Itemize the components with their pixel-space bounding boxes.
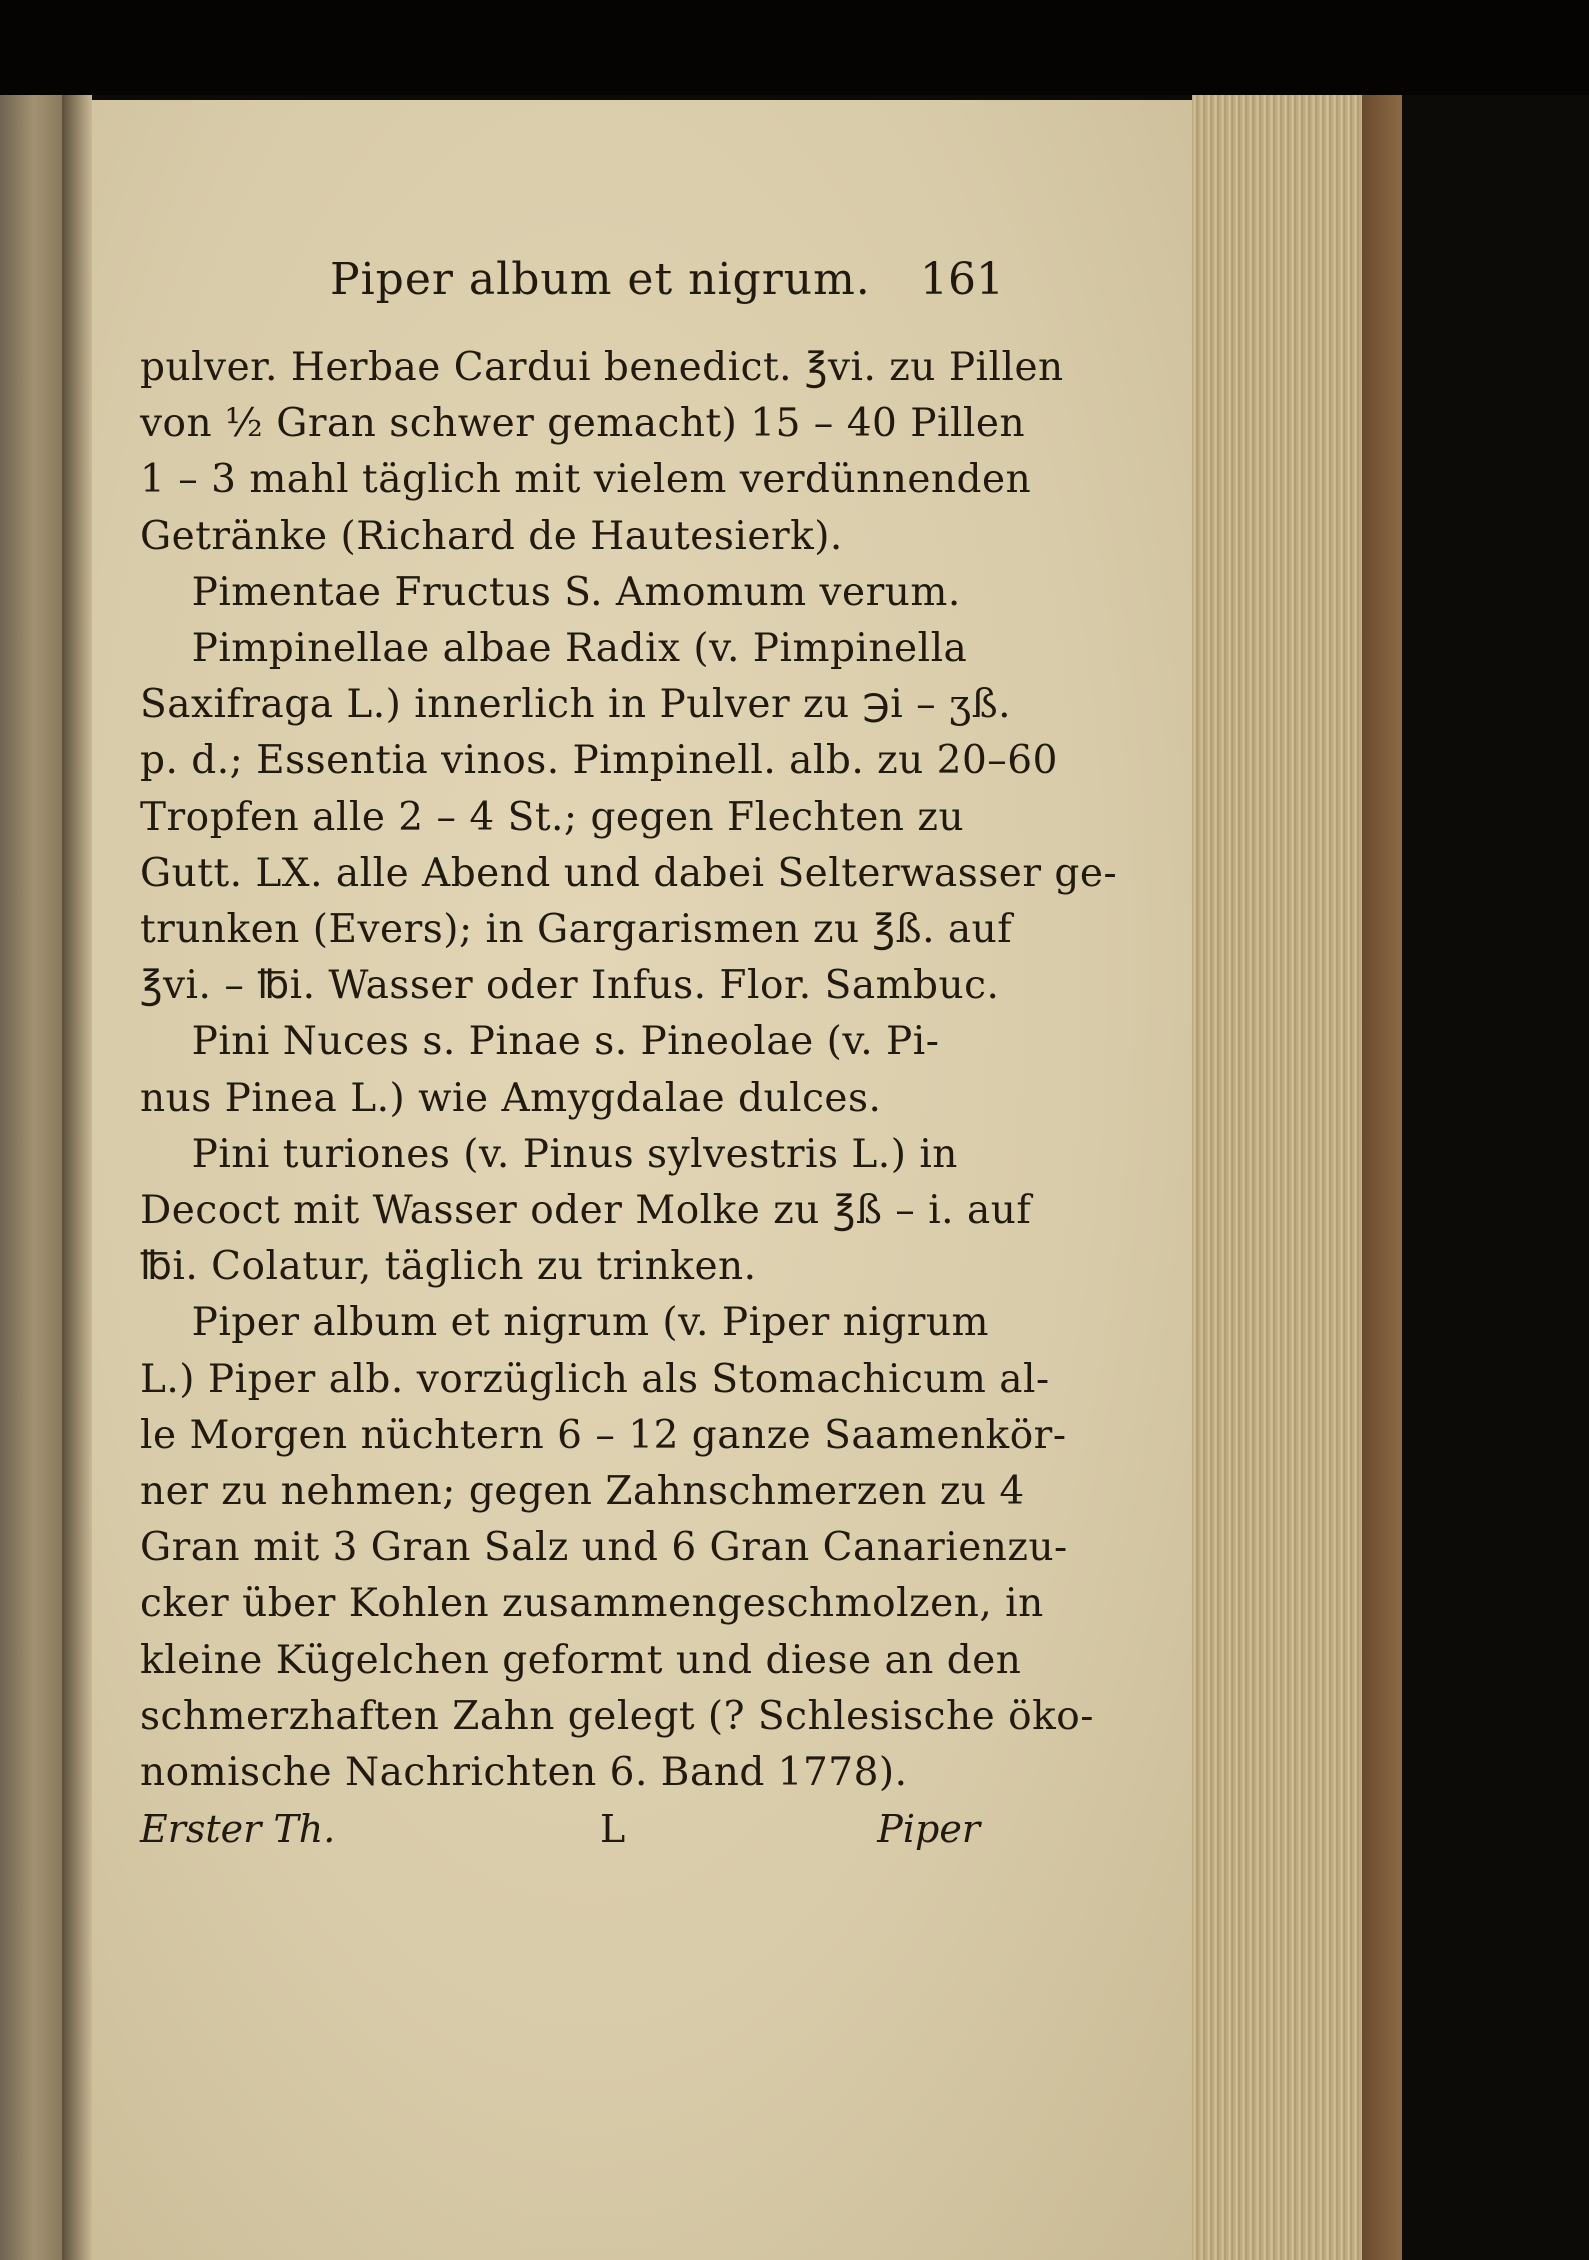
text-line: Pini Nuces s. Pinae s. Pineolae (v. Pi-: [140, 1019, 940, 1065]
text-line: von ½ Gran schwer gemacht) 15 – 40 Pillen: [140, 401, 1026, 447]
text-line: nus Pinea L.) wie Amygdalae dulces.: [140, 1075, 882, 1121]
catchline: [140, 1807, 990, 1863]
text-line: L.) Piper alb. vorzüglich als Stomachicum al-: [140, 1356, 1050, 1402]
page-edges-stack: [1192, 95, 1362, 2260]
text-line: le Morgen nüchtern 6 – 12 ganze Saamenkör-: [140, 1412, 1067, 1458]
text-line: Pimpinellae albae Radix (v. Pimpinella: [140, 626, 968, 671]
page-number: 161: [920, 254, 1004, 305]
text-line: Gutt. LX. alle Abend und dabei Selterwasser ge-: [140, 850, 1118, 896]
book-gutter: [62, 95, 92, 2260]
text-line: cker über Kohlen zusammengeschmolzen, in: [140, 1581, 1044, 1627]
signature-volume: Erster Th.: [140, 1807, 336, 1852]
text-line: ner zu nehmen; gegen Zahnschmerzen zu 4: [140, 1469, 1025, 1514]
running-head: [140, 234, 1004, 314]
running-head-title: Piper album et nigrum.: [330, 254, 871, 305]
text-line: Saxifraga L.) innerlich in Pulver zu ℈i – ʒß.: [140, 682, 1012, 728]
text-line: Pini turiones (v. Pinus sylvestris L.) in: [140, 1131, 958, 1177]
text-line: nomische Nachrichten 6. Band 1778).: [140, 1750, 908, 1795]
text-line: Gran mit 3 Gran Salz und 6 Gran Canarienzu-: [140, 1525, 1068, 1571]
text-line: ℔i. Colatur, täglich zu trinken.: [140, 1244, 757, 1290]
text-line: Piper album et nigrum (v. Piper nigrum: [140, 1300, 989, 1346]
text-line: kleine Kügelchen geformt und diese an den: [140, 1637, 1022, 1683]
text-line: schmerzhaften Zahn gelegt (? Schlesische öko-: [140, 1693, 1094, 1739]
text-line: pulver. Herbae Cardui benedict. ℥vi. zu Pillen: [140, 345, 1064, 390]
catchword: Piper: [877, 1807, 980, 1852]
text-line: p. d.; Essentia vinos. Pimpinell. alb. zu 20–60: [140, 738, 1058, 784]
text-line: 1 – 3 mahl täglich mit vielem verdünnenden: [140, 457, 1032, 503]
text-line: trunken (Evers); in Gargarismen zu ℥ß. auf: [140, 907, 1013, 952]
text-line: Decoct mit Wasser oder Molke zu ℥ß – i. auf: [140, 1188, 1032, 1233]
background-top: [0, 0, 1589, 95]
text-line: Tropfen alle 2 – 4 St.; gegen Flechten zu: [140, 794, 965, 840]
signature-mark: L: [600, 1807, 626, 1852]
facing-page-edge: [0, 95, 62, 2260]
text-line: ℥vi. – ℔i. Wasser oder Infus. Flor. Sambuc.: [140, 963, 1000, 1009]
text-line: Pimentae Fructus S. Amomum verum.: [140, 569, 961, 615]
text-line: Getränke (Richard de Hautesierk).: [140, 513, 843, 559]
book-cover-edge: [1362, 95, 1402, 2260]
